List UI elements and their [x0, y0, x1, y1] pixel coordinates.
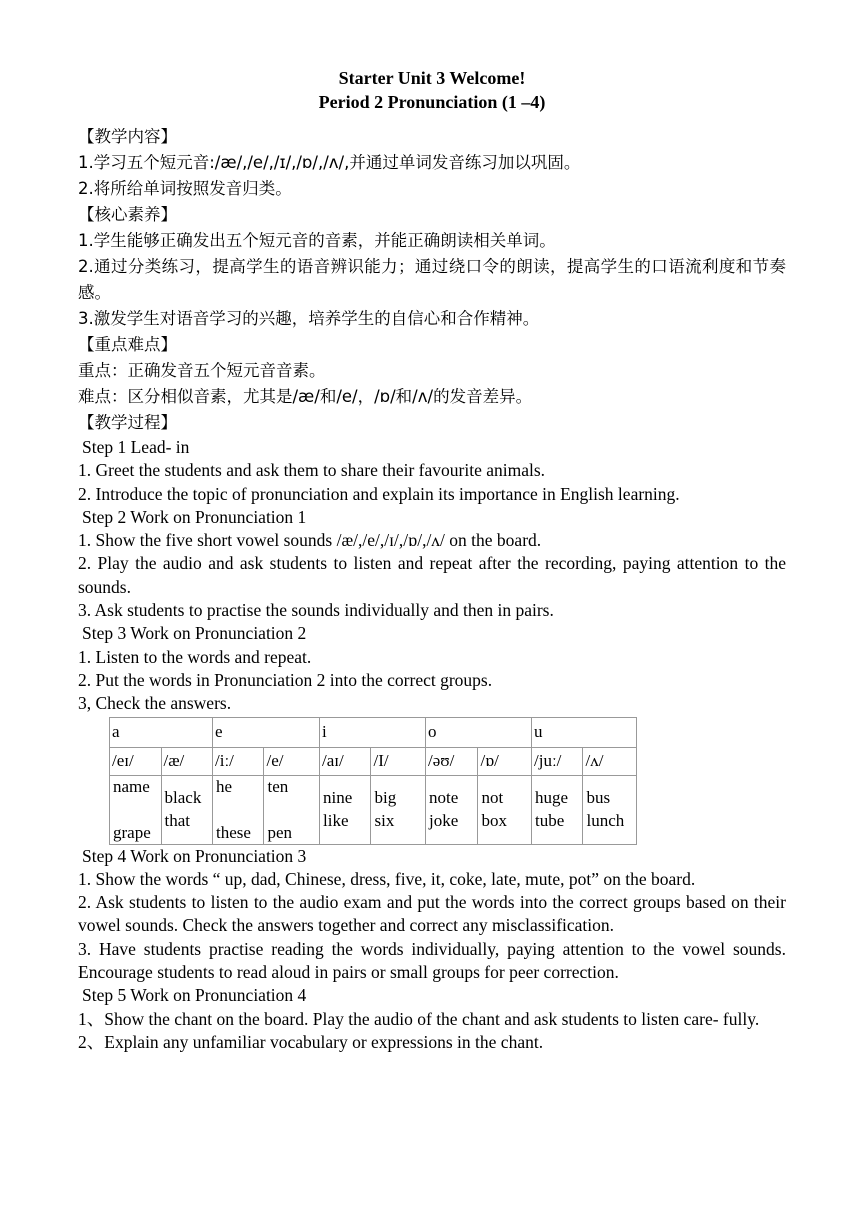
step-2-heading: Step 2 Work on Pronunciation 1 — [82, 506, 307, 527]
content-item-2: 2.将所给单词按照发音归类。 — [78, 179, 292, 198]
heading-teaching-content: 【教学内容】 — [78, 127, 177, 146]
step-1-item-2: 2. Introduce the topic of pronunciation and explain its importance in English learning. — [78, 483, 680, 504]
word: he — [216, 776, 233, 796]
letter-cell: u — [532, 717, 637, 747]
sound-cell: /juː/ — [532, 747, 583, 775]
difficult-point: 难点：区分相似音素，尤其是/æ/和/e/，/ɒ/和/ʌ/的发音差异。 — [78, 387, 533, 406]
step-4-item-3: 3. Have students practise reading the words individually, paying attention to the vowel sounds. Encourage students to read aloud in pairs or small groups for peer correction. — [78, 938, 786, 983]
word-cell — [583, 775, 637, 844]
word: black — [164, 787, 202, 807]
word-cell — [161, 775, 213, 844]
sound-cell: /eɪ/ — [110, 747, 162, 775]
word: that — [164, 810, 190, 830]
table-row-words — [110, 775, 637, 844]
sound-cell: /ɒ/ — [478, 747, 532, 775]
step-2-item-3: 3. Ask students to practise the sounds individually and then in pairs. — [78, 600, 554, 621]
word: ten — [267, 776, 289, 796]
step-5-heading: Step 5 Work on Pronunciation 4 — [82, 985, 307, 1006]
step-3-item-2: 2. Put the words in Pronunciation 2 into the correct groups. — [78, 669, 493, 690]
word: note — [429, 787, 459, 807]
step-1-heading: Step 1 Lead- in — [82, 437, 190, 457]
document-page — [78, 66, 786, 1054]
heading-teaching-process: 【教学过程】 — [78, 413, 177, 432]
step-2-item-1: 1. Show the five short vowel sounds /æ/,/e/,/ɪ/,/ɒ/,/ʌ/ on the board. — [78, 530, 542, 551]
word-cell — [110, 775, 162, 844]
word: not — [481, 787, 504, 807]
word: six — [374, 810, 395, 830]
step-5-item-1: 1、Show the chant on the board. Play the audio of the chant and ask students to listen care- fully. — [78, 1008, 760, 1029]
table-row-sounds — [110, 747, 637, 775]
heading-core-literacy: 【核心素养】 — [78, 205, 177, 224]
word: these — [216, 822, 251, 842]
core-item-1: 1.学生能够正确发出五个短元音的音素，并能正确朗读相关单词。 — [78, 231, 556, 250]
phonics-table — [109, 717, 637, 845]
word: like — [323, 810, 349, 830]
step-3-heading: Step 3 Work on Pronunciation 2 — [82, 623, 307, 644]
word-cell — [532, 775, 583, 844]
core-item-2: 2.通过分类练习，提高学生的语音辨识能力；通过绕口令的朗读，提高学生的口语流利度和节奏感。 — [78, 257, 786, 302]
sound-cell: /ʌ/ — [583, 747, 637, 775]
word: bus — [586, 787, 611, 807]
word-cell — [371, 775, 426, 844]
word: lunch — [586, 810, 625, 830]
step-4-heading: Step 4 Work on Pronunciation 3 — [82, 845, 307, 866]
table-row-letters — [110, 717, 637, 747]
word: box — [481, 810, 507, 830]
core-item-3: 3.激发学生对语音学习的兴趣，培养学生的自信心和合作精神。 — [78, 309, 540, 328]
sound-cell: /e/ — [264, 747, 320, 775]
sound-cell: /iː/ — [213, 747, 264, 775]
word-cell — [264, 775, 320, 844]
document-title: Starter Unit 3 Welcome! — [338, 68, 526, 88]
content-item-1: 1.学习五个短元音:/æ/,/e/,/ɪ/,/ɒ/,/ʌ/,并通过单词发音练习加以巩固。 — [78, 153, 581, 172]
word: huge — [535, 787, 569, 807]
word: tube — [535, 810, 565, 830]
sound-cell: /æ/ — [161, 747, 213, 775]
letter-cell: a — [110, 717, 213, 747]
word: pen — [267, 822, 293, 842]
step-3-item-1: 1. Listen to the words and repeat. — [78, 646, 312, 667]
step-1-item-1: 1. Greet the students and ask them to share their favourite animals. — [78, 460, 546, 481]
word: name — [113, 776, 150, 796]
word-cell — [213, 775, 264, 844]
letter-cell: o — [426, 717, 532, 747]
word: nine — [323, 787, 353, 807]
word: joke — [429, 810, 459, 830]
step-4-item-2: 2. Ask students to listen to the audio exam and put the words into the correct groups based on their vowel sounds. Check the answers together and correct any misclassification. — [78, 892, 786, 936]
step-5-item-2: 2、Explain any unfamiliar vocabulary or expressions in the chant. — [78, 1031, 544, 1052]
heading-key-difficult: 【重点难点】 — [78, 335, 177, 354]
step-2-item-2: 2. Play the audio and ask students to listen and repeat after the recording, paying attention to the sounds. — [78, 553, 786, 597]
sound-cell: /aɪ/ — [320, 747, 371, 775]
word: grape — [113, 822, 151, 842]
word-cell — [320, 775, 371, 844]
word-cell — [478, 775, 532, 844]
letter-cell: e — [213, 717, 320, 747]
document-subtitle: Period 2 Pronunciation (1 –4) — [318, 92, 546, 112]
step-3-item-3: 3, Check the answers. — [78, 693, 232, 714]
letter-cell: i — [320, 717, 426, 747]
word-cell — [426, 775, 478, 844]
sound-cell: /əʊ/ — [426, 747, 478, 775]
word: big — [374, 787, 397, 807]
sound-cell: /I/ — [371, 747, 426, 775]
key-point: 重点：正确发音五个短元音音素。 — [78, 361, 326, 380]
step-4-item-1: 1. Show the words “ up, dad, Chinese, dress, five, it, coke, late, mute, pot” on the board. — [78, 868, 696, 889]
